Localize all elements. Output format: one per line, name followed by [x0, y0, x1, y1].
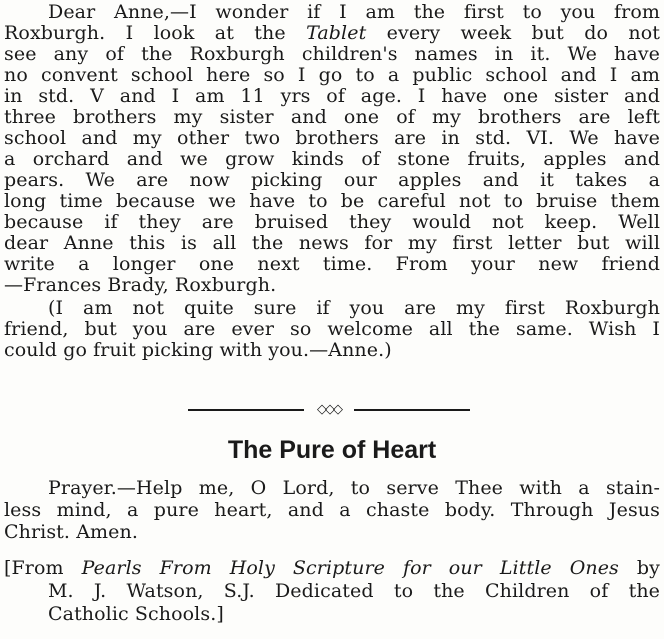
- letter-line-start: Roxburgh. I look at the Tablet every week but do not: [4, 22, 660, 44]
- prayer-line: Prayer.—Help me, O Lord, to serve Thee with a stain-: [48, 477, 660, 499]
- letter-line: no convent school here so I go to a public school and I am: [4, 64, 660, 86]
- letter-line: a orchard and we grow kinds of stone fruits, apples and: [4, 148, 660, 170]
- letter-line: school and my other two brothers are in std. VI. We have: [4, 127, 660, 149]
- reply-line: (I am not quite sure if you are my first Roxburgh: [48, 297, 660, 319]
- letter-line: dear Anne this is all the news for my first letter but will: [4, 232, 660, 254]
- tablet-title: Tablet: [306, 22, 367, 44]
- prayer-line: Christ. Amen.: [4, 521, 138, 543]
- reply-line: friend, but you are ever so welcome all the same. Wish I: [4, 318, 660, 340]
- letter-line: Dear Anne,—I wonder if I am the first to you from: [48, 1, 660, 23]
- letter-line: because if they are bruised they would not keep. Well: [4, 211, 660, 233]
- letter-line: pears. We are now picking our apples and it takes a: [4, 169, 660, 191]
- ornamental-divider: [188, 401, 470, 419]
- letter-line: long time because we have to be careful not to bruise them: [4, 190, 660, 212]
- citation-line: Catholic Schools.]: [48, 603, 224, 625]
- section-title: The Pure of Heart: [227, 436, 437, 464]
- citation-line: [4, 558, 660, 579]
- letter-line: see any of the Roxburgh children's names in it. We have: [4, 43, 660, 65]
- prayer-line: less mind, a pure heart, and a chaste body. Through Jesus: [4, 499, 660, 521]
- divider-rule-right: [354, 409, 470, 411]
- diamond-ornament-icon: ◇◇◇: [317, 402, 341, 417]
- letter-line: three brothers my sister and one of my brothers are left: [4, 106, 660, 128]
- letter-line: [4, 23, 660, 44]
- letter-line: write a longer one next time. From your new friend: [4, 253, 660, 275]
- citation-line-content: [From Pearls From Holy Scripture for our Little Ones by: [4, 557, 660, 579]
- citation-line: M. J. Watson, S.J. Dedicated to the Children of the: [48, 580, 660, 602]
- letter-line: in std. V and I am 11 yrs of age. I have one sister and: [4, 85, 660, 107]
- divider-rule-left: [188, 409, 304, 411]
- reply-line: could go fruit picking with you.—Anne.): [4, 339, 392, 361]
- letter-signature: —Frances Brady, Roxburgh.: [4, 274, 277, 296]
- book-title: Pearls From Holy Scripture for our Little Ones: [81, 557, 619, 579]
